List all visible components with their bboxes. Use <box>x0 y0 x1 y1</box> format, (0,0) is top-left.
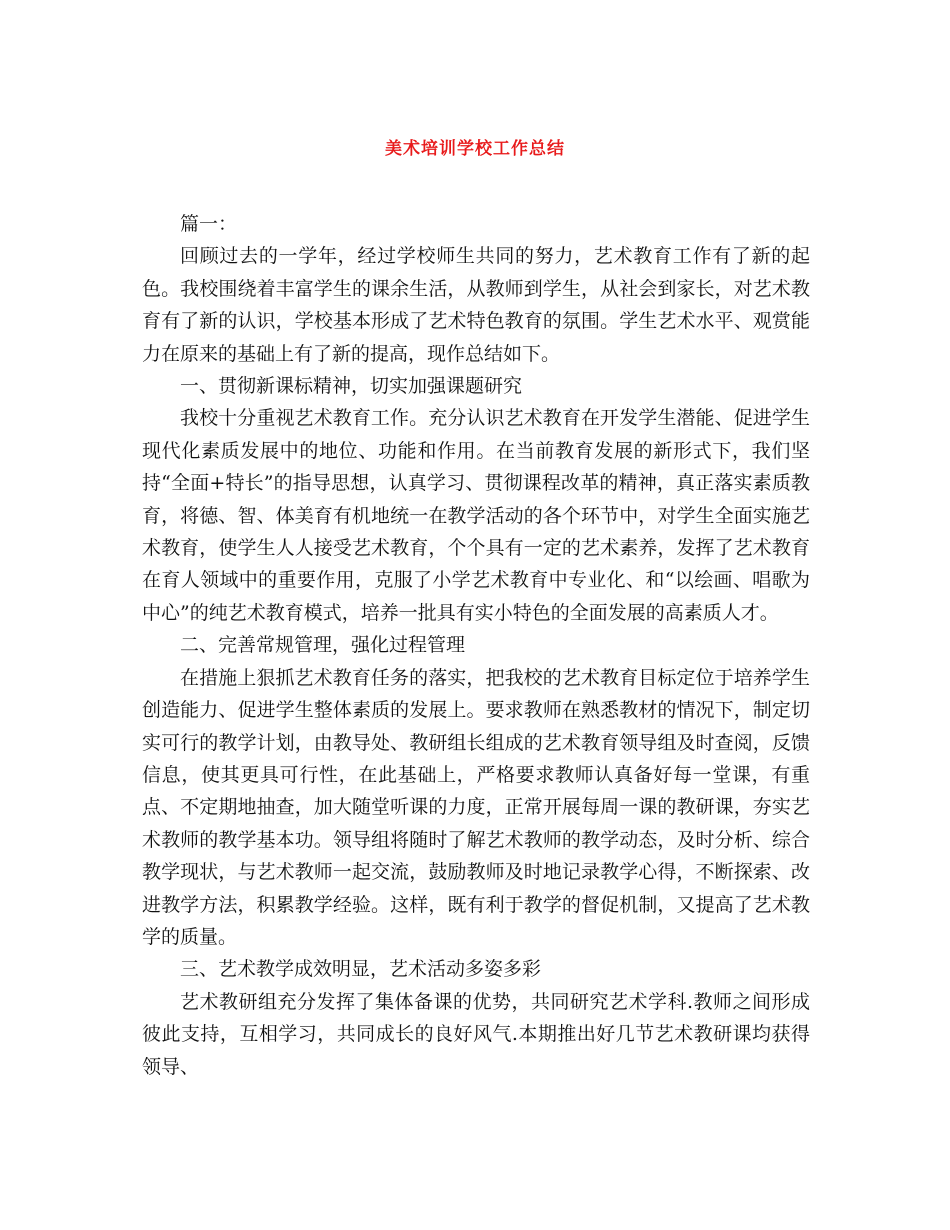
heading-section-1: 一、贯彻新课标精神，切实加强课题研究 <box>180 375 523 398</box>
document-body <box>142 208 810 1083</box>
paragraph-section-1: 我校十分重视艺术教育工作。充分认识艺术教育在开发学生潜能、促进学生现代化素质发展中的地位、功能和作用。在当前教育发展的新形式下，我们坚持“全面+特长”的指导思想，认真学习、贯彻课程改革的精神，真正落实素质教育，将德、智、体美育有机地统一在教学活动的各个环节中，对学生全面实施艺术教育，使学生人人接受艺术教育，个个具有一定的艺术素养，发挥了艺术教育在育人领域中的重要作用，克服了小学艺术教育中专业化、和“以绘画、唱歌为中心”的纯艺术教育模式，培养一批具有实小特色的全面发展的高素质人才。 <box>142 407 810 624</box>
paragraph-section-label: 篇一： <box>180 213 238 235</box>
paragraph-intro: 回顾过去的一学年，经过学校师生共同的努力，艺术教育工作有了新的起色。我校围绕着丰富学生的课余生活，从教师到学生，从社会到家长，对艺术教育有了新的认识，学校基本形成了艺术特色教育的氛围。学生艺术水平、观赏能力在原来的基础上有了新的提高，现作总结如下。 <box>142 245 810 365</box>
document-title: 美术培训学校工作总结 <box>385 139 565 159</box>
heading-section-2: 二、完善常规管理，强化过程管理 <box>180 634 466 657</box>
paragraph-section-3: 艺术教研组充分发挥了集体备课的优势，共同研究艺术学科.教师之间形成彼此支持，互相学习，共同成长的良好风气.本期推出好几节艺术教研课均获得领导、 <box>142 990 810 1078</box>
heading-section-3: 三、艺术教学成效明显，艺术活动多姿多彩 <box>180 958 542 981</box>
paragraph-section-2: 在措施上狠抓艺术教育任务的落实，把我校的艺术教育目标定位于培养学生创造能力、促进学生整体素质的发展上。要求教师在熟悉教材的情况下，制定切实可行的教学计划，由教导处、教研组长组成的艺术教育领导组及时查阅，反馈信息，使其更具可行性，在此基础上，严格要求教师认真备好每一堂课，有重点、不定期地抽查，加大随堂听课的力度，正常开展每周一课的教研课，夯实艺术教师的教学基本功。领导组将随时了解艺术教师的教学动态，及时分析、综合教学现状，与艺术教师一起交流，鼓励教师及时地记录教学心得，不断探索、改进教学方法，积累教学经验。这样，既有利于教学的督促机制，又提高了艺术教学的质量。 <box>142 666 810 948</box>
